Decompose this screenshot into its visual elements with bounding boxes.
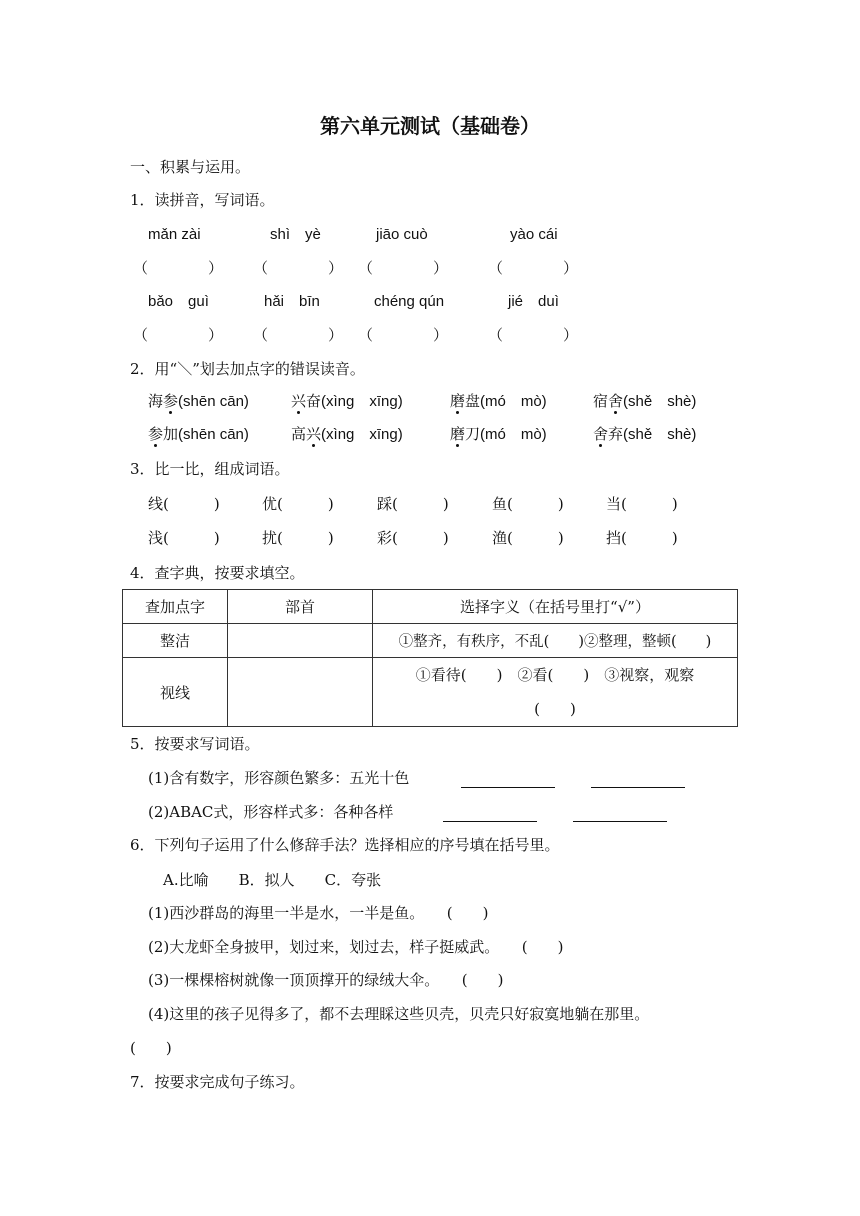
answer-line[interactable]: [591, 768, 685, 788]
answer-blank[interactable]: （ ）: [133, 326, 224, 344]
table-cell-word: 整洁: [123, 624, 228, 658]
question-1-prompt: 1．读拼音，写词语。: [130, 191, 275, 209]
word-blank[interactable]: 优( ): [262, 495, 334, 513]
word-blank[interactable]: 扰( ): [262, 529, 334, 547]
pronunciation-item[interactable]: 参加(shēn cān): [148, 425, 249, 443]
table-header: 查加点字: [123, 590, 228, 624]
table-header: 选择字义（在括号里打“√”）: [373, 590, 738, 624]
word-blank[interactable]: 挡( ): [606, 529, 678, 547]
question-5-item: (1)含有数字，形容颜色繁多：五光十色: [148, 769, 410, 787]
meaning-choice[interactable]: ①整齐，有秩序，不乱( )②整理，整顿( ): [373, 624, 738, 658]
pronunciation-item[interactable]: 高兴(xìng xīng): [291, 425, 403, 443]
pinyin: jiāo cuò: [376, 226, 428, 243]
answer-line[interactable]: [443, 802, 537, 822]
pinyin: chéng qún: [374, 293, 445, 310]
answer-line[interactable]: [573, 802, 667, 822]
question-2-prompt: 2．用“＼”划去加点字的错误读音。: [130, 360, 365, 378]
question-6-item[interactable]: (3)一棵棵榕树就像一顶顶撑开的绿绒大伞。 ( ): [148, 971, 504, 989]
pronunciation-item[interactable]: 海参(shēn cān): [148, 392, 249, 410]
word-blank[interactable]: 彩( ): [377, 529, 449, 547]
pronunciation-item[interactable]: 磨盘(mó mò): [450, 392, 547, 410]
meaning-choice[interactable]: [373, 658, 738, 727]
word-blank[interactable]: 踩( ): [377, 495, 449, 513]
question-6-prompt: 6．下列句子运用了什么修辞手法？选择相应的序号填在括号里。: [130, 836, 560, 854]
answer-blank[interactable]: （ ）: [488, 259, 579, 277]
pinyin: hǎi bīn: [264, 293, 320, 310]
answer-blank[interactable]: （ ）: [488, 326, 579, 344]
word-blank[interactable]: 浅( ): [148, 529, 220, 547]
question-4-prompt: 4．查字典，按要求填空。: [130, 564, 305, 582]
answer-blank[interactable]: （ ）: [253, 326, 344, 344]
word-blank[interactable]: 当( ): [606, 495, 678, 513]
pronunciation-item[interactable]: 磨刀(mó mò): [450, 425, 547, 443]
question-6-item[interactable]: (1)西沙群岛的海里一半是水，一半是鱼。 ( ): [148, 904, 489, 922]
section-heading: 一、积累与运用。: [130, 158, 251, 176]
question-3-prompt: 3．比一比，组成词语。: [130, 460, 290, 478]
word-blank[interactable]: 渔( ): [492, 529, 564, 547]
answer-blank[interactable]: （ ）: [358, 326, 449, 344]
answer-blank[interactable]: （ ）: [358, 259, 449, 277]
pinyin: jié duì: [508, 293, 559, 310]
question-6-item[interactable]: (2)大龙虾全身披甲，划过来，划过去，样子挺威武。 ( ): [148, 938, 564, 956]
pinyin: bǎo guì: [148, 293, 209, 310]
answer-line[interactable]: [461, 768, 555, 788]
radical-input[interactable]: [228, 624, 373, 658]
pronunciation-item[interactable]: 兴奋(xìng xīng): [291, 392, 403, 410]
question-6-item: (4)这里的孩子见得多了，都不去理睬这些贝壳，贝壳只好寂寞地躺在那里。: [148, 1005, 650, 1023]
meaning-line: ( ): [534, 700, 576, 718]
question-5-prompt: 5．按要求写词语。: [130, 735, 260, 753]
question-5-item: (2)ABAC式，形容样式多：各种各样: [148, 803, 394, 821]
answer-blank[interactable]: （ ）: [253, 259, 344, 277]
answer-blank[interactable]: ( ): [130, 1039, 172, 1057]
pinyin: mǎn zài: [148, 226, 201, 243]
pronunciation-item[interactable]: 宿舍(shě shè): [593, 392, 697, 410]
question-7-prompt: 7．按要求完成句子练习。: [130, 1073, 305, 1091]
meaning-line: ①看待( ) ②看( ) ③视察，观察: [415, 666, 695, 684]
table-cell-word: 视线: [123, 658, 228, 727]
word-blank[interactable]: 线( ): [148, 495, 220, 513]
rhetoric-options: A.比喻 B．拟人 C．夸张: [163, 871, 382, 889]
page-title: 第六单元测试（基础卷）: [320, 114, 540, 138]
radical-input[interactable]: [228, 658, 373, 727]
pinyin: shì yè: [270, 226, 321, 243]
answer-blank[interactable]: （ ）: [133, 259, 224, 277]
table-header: 部首: [228, 590, 373, 624]
pronunciation-item[interactable]: 舍弃(shě shè): [593, 425, 697, 443]
word-blank[interactable]: 鱼( ): [492, 495, 564, 513]
pinyin: yào cái: [510, 226, 558, 243]
dictionary-table: [122, 589, 738, 727]
